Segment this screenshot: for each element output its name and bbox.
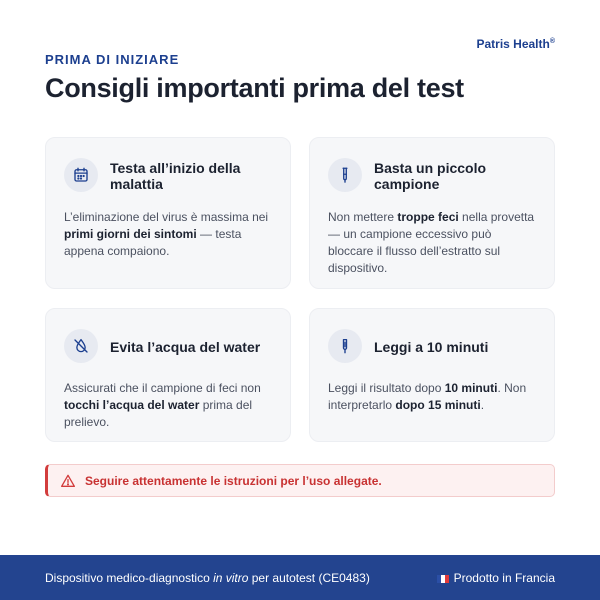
card-title-line-1: Testa all’inizio della	[110, 160, 241, 176]
test-tube-icon	[328, 158, 362, 192]
page-title: Consigli importanti prima del test	[45, 73, 464, 103]
footer-bar	[0, 555, 600, 600]
body-text: — testa appena compaiono.	[64, 227, 242, 258]
body-text: . Non interpretarlo	[328, 381, 527, 412]
footer-device-suffix: per autotest (CE0483)	[248, 570, 370, 585]
body-text: Assicurati che il campione di feci non	[64, 381, 261, 395]
brand-logo	[476, 37, 555, 51]
card-title-line-2: malattia	[110, 176, 163, 192]
thermometer-icon	[328, 329, 362, 363]
tip-card-early-testing	[45, 137, 291, 289]
france-flag-icon	[437, 575, 449, 583]
body-text: Leggi il risultato dopo	[328, 381, 445, 395]
warning-triangle-icon	[60, 473, 76, 489]
body-text: Non mettere	[328, 210, 398, 224]
card-title: Leggi a 10 minuti	[374, 339, 489, 355]
water-drop-off-icon	[64, 329, 98, 363]
card-body	[64, 380, 274, 431]
emphasis-text: troppe feci	[397, 210, 459, 224]
footer-device-prefix: Dispositivo medico-diagnostico	[45, 570, 214, 585]
footer-device-label	[45, 571, 370, 585]
emphasis-text: tocchi l’acqua del water	[64, 398, 200, 412]
card-title	[110, 160, 240, 192]
card-title: Evita l’acqua del water	[110, 339, 261, 355]
emphasis-text: dopo 15 minuti	[395, 398, 481, 412]
card-body	[328, 380, 538, 414]
warning-text: Seguire attentamente le istruzioni per l’uso allegate.	[85, 473, 382, 488]
footer-origin	[437, 571, 555, 585]
body-text: L’eliminazione del virus è massima nei	[64, 210, 269, 224]
card-body	[328, 209, 538, 277]
body-text: prima del prelievo.	[64, 398, 253, 429]
card-title	[374, 160, 486, 192]
tip-card-avoid-water	[45, 308, 291, 442]
footer-origin-text: Prodotto in Francia	[453, 570, 555, 585]
tip-card-read-time	[309, 308, 555, 442]
body-text: nella provetta — un campione eccessivo può bloccare il flusso dell’estratto sul dispositivo.	[328, 210, 535, 275]
brand-name: Patris Health	[476, 37, 550, 51]
flag-stripe-red	[445, 575, 449, 583]
body-text: .	[480, 398, 485, 412]
card-title-line-2: campione	[374, 176, 440, 192]
footer-device-italic: in vitro	[213, 570, 249, 585]
emphasis-text: primi giorni dei sintomi	[64, 227, 197, 241]
registered-mark: ®	[549, 38, 555, 45]
tip-card-small-sample	[309, 137, 555, 289]
calendar-icon	[64, 158, 98, 192]
section-eyebrow: PRIMA DI INIZIARE	[45, 52, 180, 67]
warning-banner	[45, 464, 555, 497]
card-body	[64, 209, 274, 260]
emphasis-text: 10 minuti	[444, 381, 498, 395]
card-title-line-1: Basta un piccolo	[374, 160, 487, 176]
